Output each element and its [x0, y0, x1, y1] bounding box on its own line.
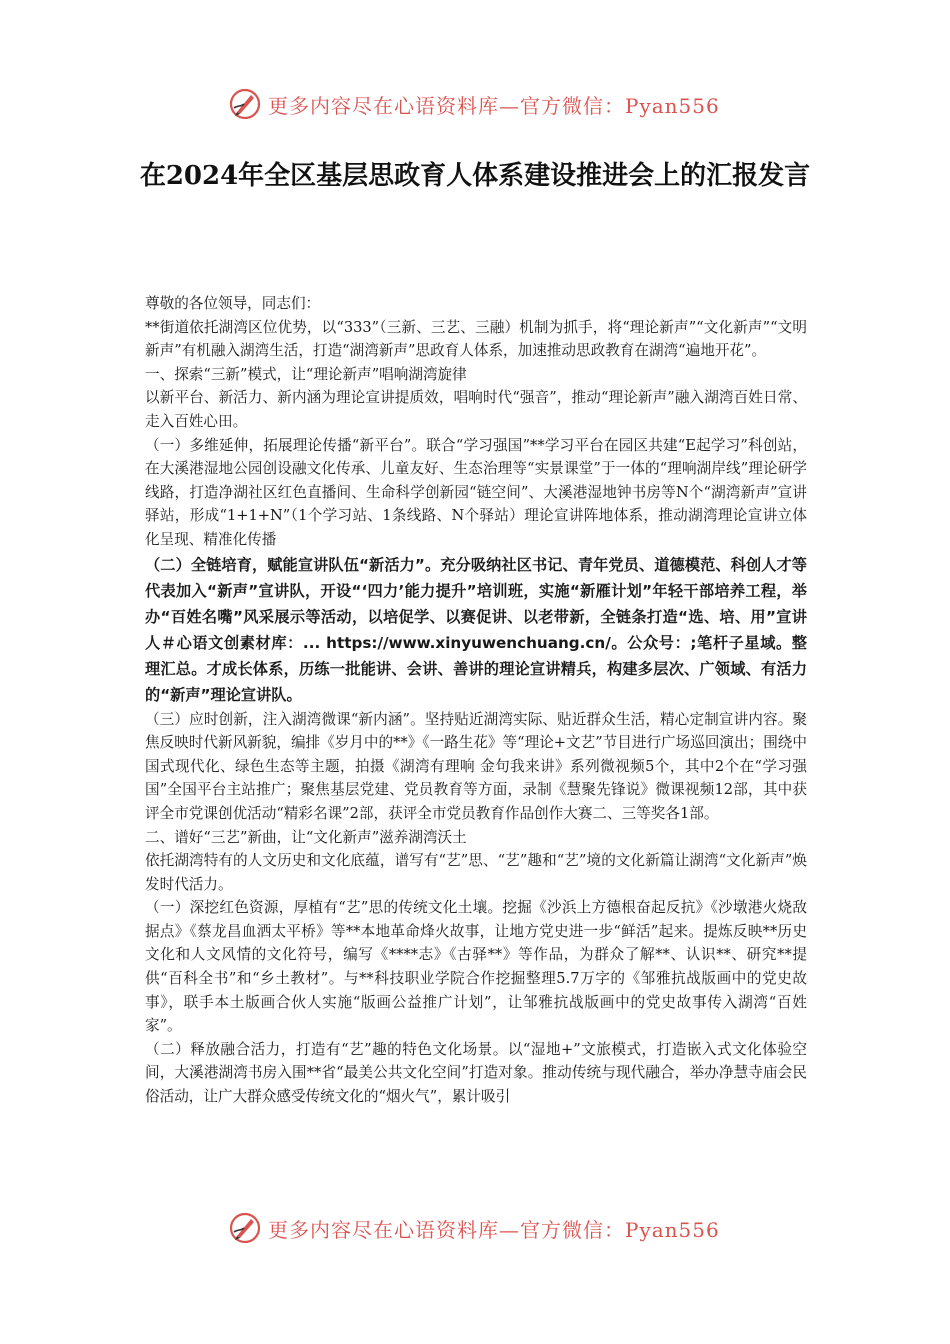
- watermark-banner-bottom: [228, 1208, 728, 1248]
- salutation: 尊敬的各位领导，同志们：: [145, 295, 321, 312]
- paragraph: （二）释放融合活力，打造有“艺”趣的特色文化场景。以“湿地+”文旅模式，打造嵌入式文化体验空间，大溪港湖湾书房入围**省“最美公共文化空间”打造对象。推动传统与现代融合，举办净慧寺庙会民俗活动，让广大群众感受传统文化的“烟火气”，累计吸引: [145, 1040, 807, 1106]
- watermark-text: 更多内容尽在心语资料库—官方微信：Pyan556: [268, 1217, 720, 1242]
- paragraph: 依托湖湾特有的人文历史和文化底蕴，谱写有“艺”思、“艺”趣和“艺”境的文化新篇让湖湾“文化新声”焕发时代活力。: [145, 852, 807, 893]
- bold-paragraph: （二）全链培育，赋能宣讲队伍“新活力”。充分吸纳社区书记、青年党员、道德模范、科创人才等代表加入“新声”宣讲队，开设“‘四力’能力提升”培训班，实施“新雁计划”年轻干部培养工程，举办“百姓名嘴”风采展示等活动，以培促学、以赛促讲、以老带新，全链条打造“选、培、用”宣讲人＃心语文创素材库：... https://www.xinyuwenchuang.cn/。公众号：;笔杆子星域。整理汇总。才成长体系，历练一批能讲、会讲、善讲的理论宣讲精兵，构建多层次、广领域、有活力的“新声”理论宣讲队。: [145, 555, 807, 704]
- paragraph: （一）深挖红色资源，厚植有“艺”思的传统文化土壤。挖掘《沙浜上方德根奋起反抗》《沙墩港火烧敌据点》《蔡龙昌血洒太平桥》等**本地革命烽火故事，让地方党史进一步“鲜活”起来。提炼反映**历史文化和人文风情的文化符号，编写《****志》《古驿**》等作品，为群众了解**、认识**、研究**提供“百科全书”和“乡土教材”。与**科技职业学院合作挖掘整理5.7万字的《邹雅抗战版画中的党史故事》，联手本土版画合伙人实施“版画公益推广计划”，让邹雅抗战版画中的党史故事传入湖湾“百姓家”。: [145, 899, 807, 1035]
- paragraph: **街道依托湖湾区位优势，以“333”（三新、三艺、三融）机制为抓手，将“理论新声”“文化新声”“文明新声”有机融入湖湾生活，打造“湖湾新声”思政育人体系，加速推动思政教育在湖湾“遍地开花”。: [145, 318, 807, 360]
- paragraph: 以新平台、新活力、新内涵为理论宣讲提质效，唱响时代“强音”，推动“理论新声”融入湖湾百姓日常、走入百姓心田。: [145, 389, 807, 430]
- pen-logo-icon: [228, 87, 262, 121]
- paragraph: （三）应时创新，注入湖湾微课“新内涵”。坚持贴近湖湾实际、贴近群众生活，精心定制宣讲内容。聚焦反映时代新风新貌，编排《岁月中的**》《一路生花》等“理论+文艺”节目进行广场巡回演出；围绕中国式现代化、绿色生态等主题，拍摄《湖湾有理响 金句我来讲》系列微视频5个，其中2个在“学习强国”全国平台主站推广；聚焦基层党建、党员教育等方面，录制《慧聚先锋说》微课视频12部，其中获评全市党课创优活动“精彩名课”2部，获评全市党员教育作品创作大赛二、三等奖各1部。: [145, 710, 807, 822]
- page-title: 在2024年全区基层思政育人体系建设推进会上的汇报发言: [139, 161, 811, 191]
- watermark-text: 更多内容尽在心语资料库—官方微信：Pyan556: [268, 93, 720, 118]
- watermark-banner-top: [228, 84, 728, 124]
- section-heading: 一、探索“三新”模式，让“理论新声”唱响湖湾旋律: [145, 365, 467, 383]
- pen-logo-icon: [228, 1211, 262, 1245]
- section-heading: 二、谱好“三艺”新曲，让“文化新声”滋养湖湾沃土: [145, 828, 467, 846]
- document-body: [145, 292, 807, 1109]
- paragraph: （一）多维延伸，拓展理论传播“新平台”。联合“学习强国”**学习平台在园区共建“E起学习”科创站，在大溪港湿地公园创设融文化传承、儿童友好、生态治理等“实景课堂”于一体的“理响湖岸线”理论研学线路，打造净湖社区红色直播间、生命科学创新园“链空间”、大溪港湿地钟书房等N个“湖湾新声”宣讲驿站，形成“1+1+N”（1个学习站、1条线路、N个驿站）理论宣讲阵地体系，推动湖湾理论宣讲立体化呈现、精准化传播: [145, 436, 807, 548]
